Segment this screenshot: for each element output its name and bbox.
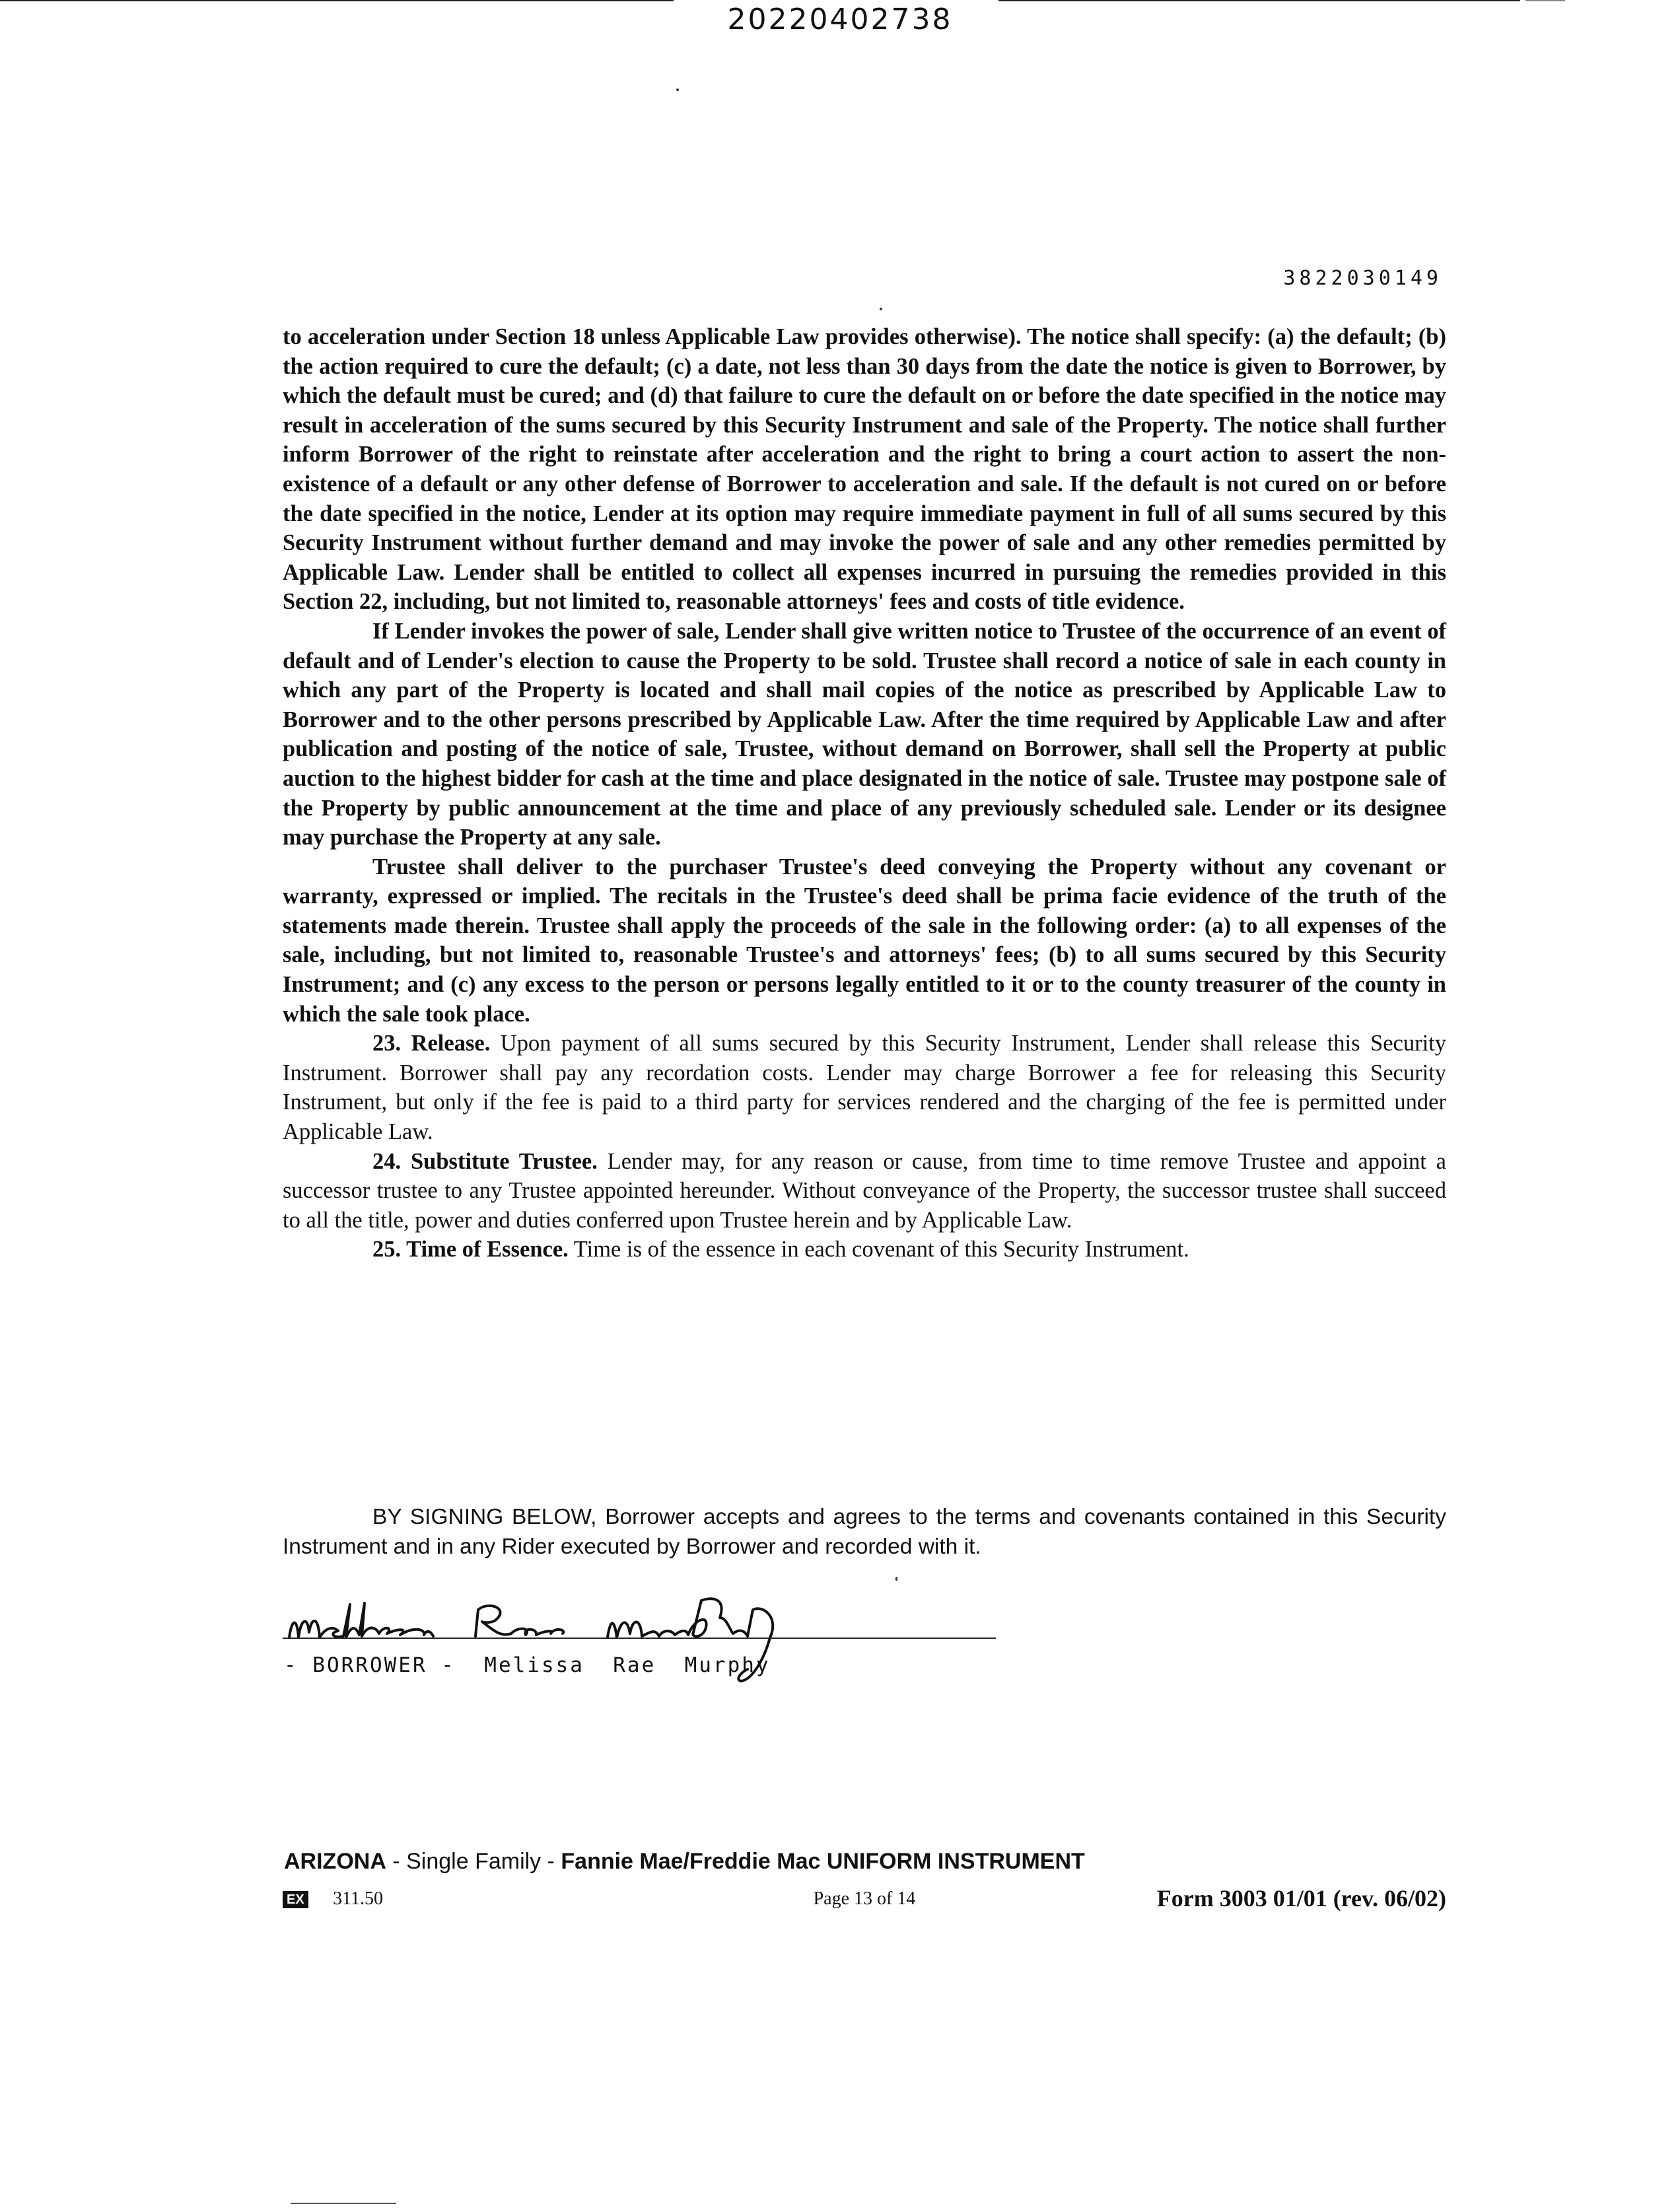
scan-edge-line	[1525, 0, 1565, 1]
scan-edge-line	[998, 0, 1520, 1]
scan-speck	[895, 1577, 897, 1581]
section-23-release	[283, 1029, 1446, 1146]
scan-speck	[880, 308, 882, 310]
form-agencies: Fannie Mae/Freddie Mac UNIFORM INSTRUMENT	[561, 1849, 1085, 1874]
form-number: Form 3003 01/01 (rev. 06/02)	[1156, 1885, 1446, 1912]
scan-speck	[676, 88, 679, 91]
section-25-text: Time is of the essence in each covenant of this Security Instrument.	[568, 1237, 1189, 1262]
borrower-caption: - BORROWER - Melissa Rae Murphy	[284, 1653, 771, 1677]
form-code: 311.50	[333, 1888, 383, 1909]
document-body	[283, 322, 1446, 1264]
scan-edge-line	[0, 0, 674, 1]
ex-logo-icon: EX	[283, 1891, 308, 1908]
form-type: - Single Family -	[386, 1849, 561, 1874]
section-25-heading: 25. Time of Essence.	[372, 1237, 569, 1262]
page-number: Page 13 of 14	[813, 1888, 916, 1909]
section-25-time-of-essence	[283, 1235, 1446, 1264]
signature-line	[283, 1638, 996, 1639]
paragraph-notice: to acceleration under Section 18 unless Applicable Law provides otherwise). The notice shall specify: (a) the default; (b) the action required to cure the default; (c) a date, not less than 30 days from the date the notice is given to Borrower, by which the default must be cured; and (d) that failure to cure the default on or before the date specified in the notice may result in acceleration of the sums secured by this Security Instrument and sale of the Property. The notice shall further inform Borrower of the right to reinstate after acceleration and the right to bring a court action to assert the non-existence of a default or any other defense of Borrower to acceleration and sale. If the default is not cured on or before the date specified in the notice, Lender at its option may require immediate payment in full of all sums secured by this Security Instrument without further demand and may invoke the power of sale and any other remedies permitted by Applicable Law. Lender shall be entitled to collect all expenses incurred in pursuing the remedies provided in this Section 22, including, but not limited to, reasonable attorneys' fees and costs of title evidence.	[283, 324, 1446, 615]
section-23-heading: 23. Release.	[372, 1031, 491, 1056]
recording-number: 20220402738	[727, 3, 953, 36]
section-24-text: Lender may, for any reason or cause, from time to time remove Trustee and appoint a successor trustee to any Trustee appointed hereunder. Without conveyance of the Property, the successor trustee shall succeed to all the title, power and duties conferred upon Trustee herein and by Applicable Law.	[283, 1148, 1446, 1233]
paragraph-trustee-deed: Trustee shall deliver to the purchaser Trustee's deed conveying the Property without any covenant or warranty, expressed or implied. The recitals in the Trustee's deed shall be prima facie evidence of the truth of the statements made therein. Trustee shall apply the proceeds of the sale in the following order: (a) to all expenses of the sale, including, but not limited to, reasonable Trustee's and attorneys' fees; (b) to all sums secured by this Security Instrument; and (c) any excess to the person or persons legally entitled to it or to the county treasurer of the county in which the sale took place.	[283, 854, 1446, 1027]
footer-row	[283, 1884, 1446, 1915]
form-title	[284, 1849, 1085, 1875]
section-24-heading: 24. Substitute Trustee.	[372, 1148, 598, 1174]
loan-number: 3822030149	[1283, 267, 1442, 290]
paragraph-power-of-sale: If Lender invokes the power of sale, Lender shall give written notice to Trustee of the occurrence of an event of default and of Lender's election to cause the Property to be sold. Trustee shall record a notice of sale in each county in which any part of the Property is located and shall mail copies of the notice as prescribed by Applicable Law to Borrower and to the other persons prescribed by Applicable Law. After the time required by Applicable Law and after publication and posting of the notice of sale, Trustee, without demand on Borrower, shall sell the Property at public auction to the highest bidder for cash at the time and place designated in the notice of sale. Trustee may postpone sale of the Property by public announcement at the time and place of any previously scheduled sale. Lender or its designee may purchase the Property at any sale.	[283, 618, 1446, 850]
signing-statement: BY SIGNING BELOW, Borrower accepts and agrees to the terms and covenants contained in this Security Instrument and in any Rider executed by Borrower and recorded with it.	[283, 1505, 1446, 1559]
section-23-text: Upon payment of all sums secured by this Security Instrument, Lender shall release this Security Instrument. Borrower shall pay any recordation costs. Lender may charge Borrower a fee for releasing this Security Instrument, but only if the fee is paid to a third party for services rendered and the charging of the fee is permitted under Applicable Law.	[283, 1031, 1446, 1145]
section-24-substitute-trustee	[283, 1147, 1446, 1235]
form-state: ARIZONA	[284, 1849, 386, 1874]
scan-edge-line	[291, 2203, 396, 2204]
